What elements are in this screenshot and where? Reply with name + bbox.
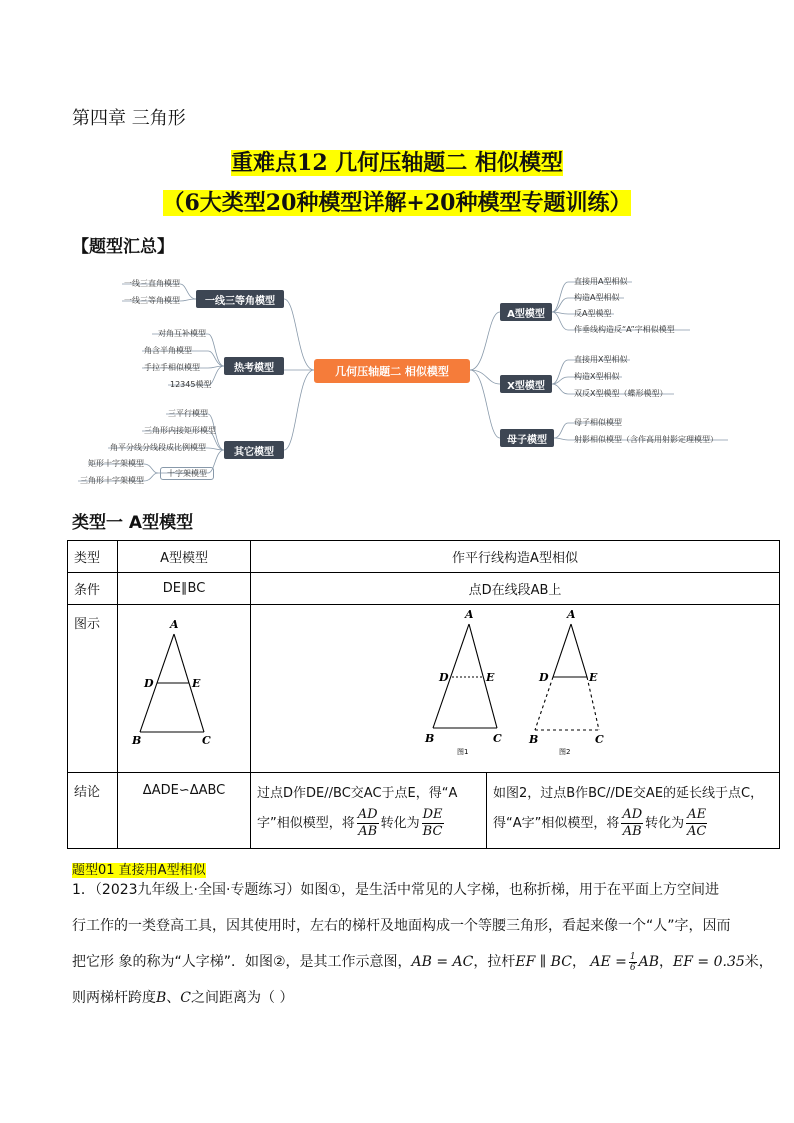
fraction-one-sixth bbox=[629, 952, 637, 973]
fraction-de-bc bbox=[422, 807, 444, 840]
fraction-denominator: AB bbox=[622, 824, 642, 839]
mindmap-root: 几何压轴题二 相似模型 bbox=[314, 359, 470, 383]
mindmap-leaf: 反A型模型 bbox=[574, 309, 612, 318]
point-label-a: A bbox=[170, 617, 179, 631]
mindmap-leaf: 作垂线构造反“A”字相似模型 bbox=[574, 325, 675, 334]
cell-condition-a: DE∥BC bbox=[118, 573, 251, 605]
fraction-denominator: AC bbox=[686, 824, 707, 839]
fraction-numerator: AD bbox=[357, 807, 378, 822]
figure-label-2: 图2 bbox=[559, 747, 571, 756]
page-title-line1: 重难点12 几何压轴题二 相似模型 bbox=[231, 150, 563, 176]
point-label-e: E bbox=[192, 676, 201, 690]
a-model-table bbox=[67, 540, 780, 849]
mindmap-leaf-boxed: 十字架模型 bbox=[160, 467, 214, 480]
cell-figure-b bbox=[251, 605, 780, 773]
question-line: 1．（2023九年级上·全国·专题练习）如图①，是生活中常见的人字梯，也称折梯，用于在平面上方空间进 bbox=[72, 882, 719, 898]
mindmap-leaf: 母子相似模型 bbox=[574, 418, 622, 427]
mindmap-node-a-model: A型模型 bbox=[500, 303, 552, 321]
row-header-type: 类型 bbox=[68, 541, 118, 573]
point-label-b: B bbox=[425, 731, 435, 745]
mindmap-leaf: 一线三等角模型 bbox=[124, 296, 180, 305]
math-expression: EF = 0.35 bbox=[673, 954, 745, 970]
row-header-conclusion: 结论 bbox=[68, 773, 118, 849]
question-type-text: 题型01 直接用A型相似 bbox=[72, 863, 206, 878]
conclusion-c-text: 如图2，过点B作BC//DE交AE的延长线于点C，得“A字”相似模型，将 bbox=[492, 786, 764, 831]
row-header-condition: 条件 bbox=[68, 573, 118, 605]
mindmap-leaf: 角平分线分线段成比例模型 bbox=[110, 443, 206, 452]
mindmap-leaf: 三角形十字架模型 bbox=[80, 476, 144, 485]
mindmap-node-hot-models: 热考模型 bbox=[224, 357, 284, 375]
fraction-numerator: 1 bbox=[629, 951, 636, 962]
fraction-ad-ab bbox=[357, 807, 379, 840]
point-label-c: C bbox=[595, 732, 604, 746]
row-header-figure: 图示 bbox=[68, 605, 118, 773]
point-label-c: C bbox=[493, 731, 502, 745]
question-text: ， bbox=[659, 954, 674, 970]
page-title-line2: （6大类型20种模型详解+20种模型专题训练） bbox=[162, 190, 632, 216]
cell-type-a: A型模型 bbox=[118, 541, 251, 573]
page-title bbox=[0, 146, 794, 177]
math-expression: AB = AC bbox=[411, 954, 474, 970]
math-expression: AB bbox=[638, 954, 660, 970]
question-text: ，拉杆 bbox=[473, 954, 516, 970]
math-expression: AE = bbox=[590, 954, 627, 970]
mindmap-leaf: 构造X型相似 bbox=[574, 372, 620, 381]
fraction-numerator: DE bbox=[422, 807, 443, 822]
question-text: 、 bbox=[166, 990, 181, 1006]
chapter-heading: 第四章 三角形 bbox=[72, 108, 186, 129]
mindmap bbox=[72, 262, 732, 492]
mindmap-leaf: 一线三直角模型 bbox=[124, 279, 180, 288]
point-label-a: A bbox=[465, 607, 474, 621]
mindmap-node-x-model: X型模型 bbox=[500, 375, 552, 393]
fraction-numerator: AE bbox=[687, 807, 707, 822]
point-label-d: D bbox=[439, 670, 449, 684]
question-line bbox=[72, 944, 773, 980]
fraction-denominator: AB bbox=[358, 824, 378, 839]
math-expression: B bbox=[156, 990, 167, 1006]
point-label-d: D bbox=[539, 670, 549, 684]
section-title: 类型一 A型模型 bbox=[72, 513, 194, 533]
mindmap-leaf: 12345模型 bbox=[170, 380, 212, 389]
mindmap-leaf: 角含半角模型 bbox=[144, 346, 192, 355]
question-text: 则两梯杆跨度 bbox=[72, 990, 156, 1006]
point-label-e: E bbox=[486, 670, 495, 684]
fraction-numerator: AD bbox=[622, 807, 643, 822]
question-text: 米， bbox=[744, 954, 773, 970]
fraction-ad-ab bbox=[621, 807, 643, 840]
mindmap-leaf: 直接用X型相似 bbox=[574, 355, 628, 364]
conclusion-b-text: 过点D作DE//BC交AC于点E，得“A字”相似模型，将 bbox=[257, 786, 458, 831]
point-label-c: C bbox=[202, 733, 211, 747]
conclusion-c-convert: 转化为 bbox=[645, 816, 685, 831]
cell-conclusion-a: ΔADE∽ΔABC bbox=[118, 773, 251, 849]
fraction-denominator: BC bbox=[422, 824, 443, 839]
mindmap-leaf: 矩形十字架模型 bbox=[88, 459, 144, 468]
fraction-ae-ac bbox=[686, 807, 707, 840]
page-subtitle bbox=[0, 186, 794, 217]
a-model-diagram bbox=[118, 606, 249, 772]
cell-conclusion-c bbox=[486, 773, 779, 849]
question-paragraph bbox=[72, 872, 773, 1016]
point-label-d: D bbox=[144, 676, 154, 690]
table-row bbox=[68, 573, 780, 605]
question-line: 行工作的一类登高工具，因其使用时，左右的梯杆及地面构成一个等腰三角形，看起来像一个“人”字，因而 bbox=[72, 918, 731, 934]
mindmap-node-one-line-three-angles: 一线三等角模型 bbox=[196, 290, 284, 308]
math-expression: C bbox=[180, 990, 192, 1006]
mindmap-leaf: 三角形内接矩形模型 bbox=[144, 426, 216, 435]
cell-condition-b: 点D在线段AB上 bbox=[251, 573, 780, 605]
mindmap-node-other-models: 其它模型 bbox=[224, 441, 284, 459]
table-row bbox=[68, 773, 780, 849]
mindmap-leaf: 双反X型模型（蝶形模型） bbox=[574, 389, 668, 398]
mindmap-node-mother-child-model: 母子模型 bbox=[500, 429, 554, 447]
mindmap-leaf: 射影相似模型（含作高用射影定理模型） bbox=[574, 435, 718, 444]
point-label-a: A bbox=[567, 607, 576, 621]
table-row bbox=[68, 541, 780, 573]
mindmap-leaf: 直接用A型相似 bbox=[574, 277, 628, 286]
mindmap-leaf: 手拉手相似模型 bbox=[144, 363, 200, 372]
mindmap-leaf: 对角互补模型 bbox=[158, 329, 206, 338]
cell-conclusion-b bbox=[251, 773, 487, 849]
cell-type-b: 作平行线构造A型相似 bbox=[251, 541, 780, 573]
fraction-denominator: 6 bbox=[629, 962, 636, 973]
a-model-construction-diagrams bbox=[251, 606, 778, 772]
point-label-b: B bbox=[132, 733, 142, 747]
cell-figure-a bbox=[118, 605, 251, 773]
point-label-b: B bbox=[529, 732, 539, 746]
summary-heading: 【题型汇总】 bbox=[72, 237, 174, 257]
figure-label-1: 图1 bbox=[457, 747, 469, 756]
question-line bbox=[72, 980, 732, 1016]
point-label-e: E bbox=[589, 670, 598, 684]
math-expression: EF ∥ BC bbox=[515, 954, 572, 970]
mindmap-leaf: 三平行模型 bbox=[168, 409, 208, 418]
question-text: 之间距离为（ ） bbox=[191, 990, 294, 1006]
mindmap-leaf: 构造A型相似 bbox=[574, 293, 620, 302]
table-row bbox=[68, 605, 780, 773]
conclusion-b-convert: 转化为 bbox=[380, 816, 420, 831]
question-text: ， bbox=[571, 954, 586, 970]
question-text: 把它形 象的称为“人字梯”．如图②，是其工作示意图， bbox=[72, 954, 412, 970]
